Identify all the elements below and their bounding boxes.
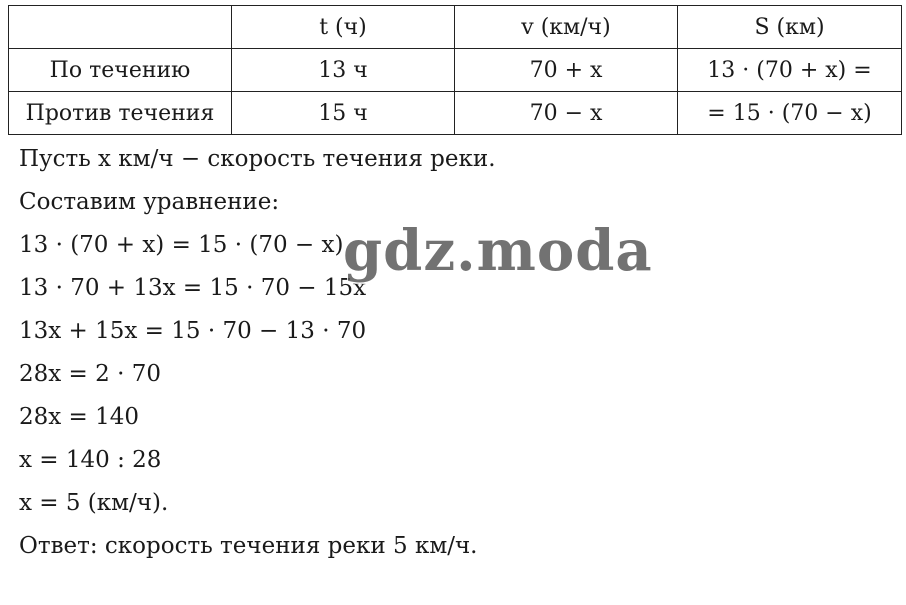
solution-text bbox=[19, 141, 496, 571]
table-cell: = 15 · (70 − x) bbox=[678, 92, 902, 135]
table-header-cell: v (км/ч) bbox=[455, 6, 678, 49]
solution-line: Пусть x км/ч − скорость течения реки. bbox=[19, 146, 496, 172]
table-row bbox=[9, 92, 902, 135]
solution-line: Составим уравнение: bbox=[19, 189, 280, 215]
watermark-logo: gdz.moda bbox=[343, 218, 653, 284]
table-header-row bbox=[9, 6, 902, 49]
table-cell: 13 · (70 + x) = bbox=[678, 49, 902, 92]
motion-table bbox=[8, 5, 902, 135]
equation-line: x = 140 : 28 bbox=[19, 447, 162, 473]
table-cell: 13 ч bbox=[232, 49, 455, 92]
table-header-cell: t (ч) bbox=[232, 6, 455, 49]
equation-line: 13 · (70 + x) = 15 · (70 − x) bbox=[19, 232, 344, 258]
equation-line: 13 · 70 + 13x = 15 · 70 − 15x bbox=[19, 275, 367, 301]
equation-line: 13x + 15x = 15 · 70 − 13 · 70 bbox=[19, 318, 367, 344]
table-cell: Против течения bbox=[9, 92, 232, 135]
answer-line: Ответ: скорость течения реки 5 км/ч. bbox=[19, 533, 478, 559]
table-cell: 70 − x bbox=[455, 92, 678, 135]
table-cell: 15 ч bbox=[232, 92, 455, 135]
table-cell: 70 + x bbox=[455, 49, 678, 92]
table-row bbox=[9, 49, 902, 92]
equation-line: 28x = 2 · 70 bbox=[19, 361, 161, 387]
table-header-cell bbox=[9, 6, 232, 49]
equation-line: x = 5 (км/ч). bbox=[19, 490, 169, 516]
equation-line: 28x = 140 bbox=[19, 404, 140, 430]
table-cell: По течению bbox=[9, 49, 232, 92]
table-header-cell: S (км) bbox=[678, 6, 902, 49]
